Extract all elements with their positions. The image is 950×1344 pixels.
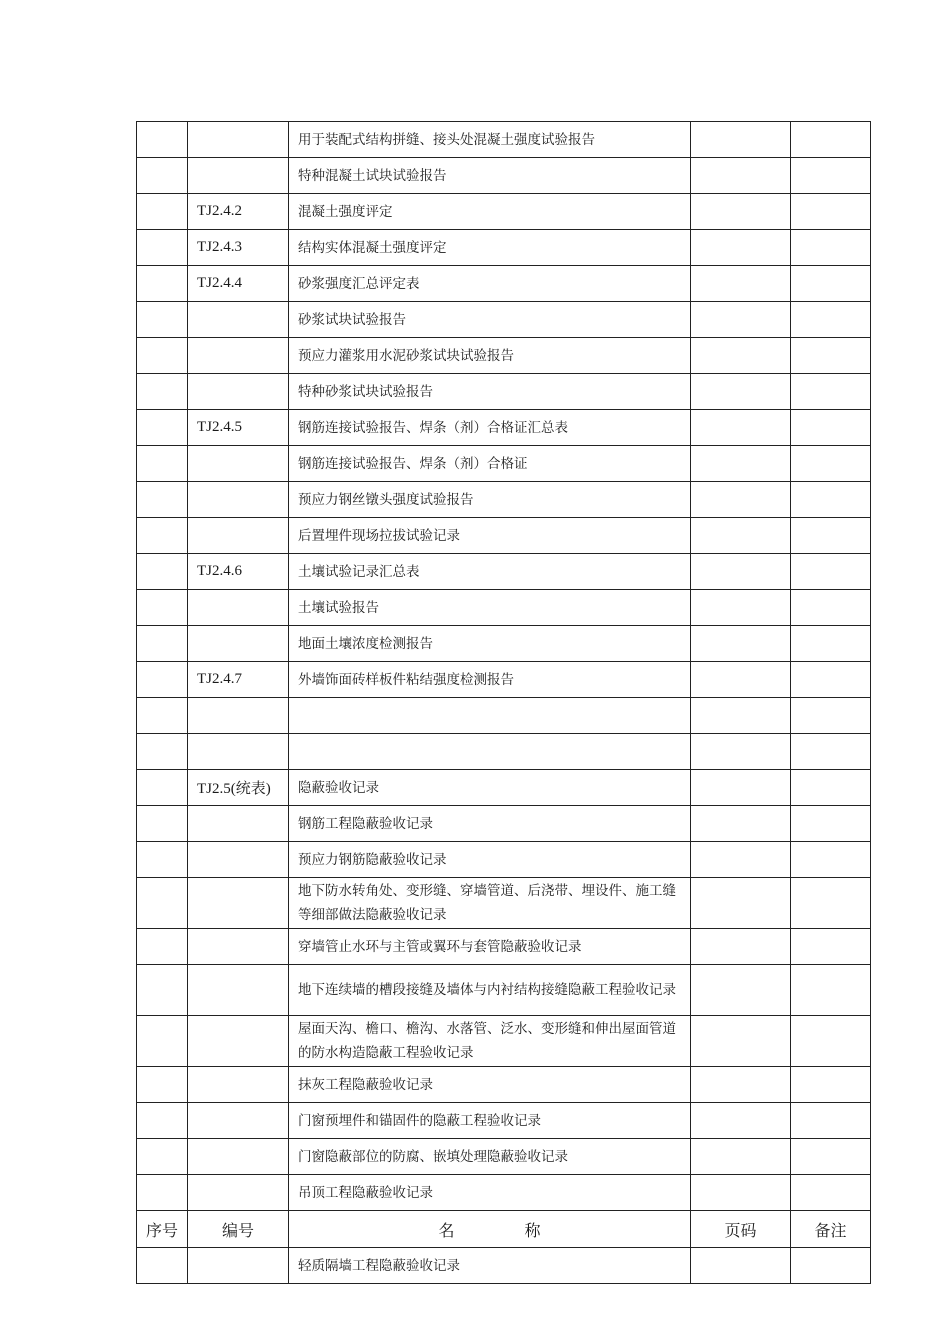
- cell-code: [188, 1067, 289, 1103]
- cell-name: 土壤试验报告: [289, 590, 691, 626]
- cell-name: 轻质隔墙工程隐蔽验收记录: [289, 1248, 691, 1284]
- cell-no: [137, 194, 188, 230]
- cell-name: 混凝土强度评定: [289, 194, 691, 230]
- cell-page: [691, 302, 791, 338]
- cell-code: TJ2.4.3: [188, 230, 289, 266]
- cell-code: TJ2.4.6: [188, 554, 289, 590]
- cell-code: [188, 158, 289, 194]
- header-name-a: 名: [438, 1220, 455, 1240]
- cell-name: 特种砂浆试块试验报告: [289, 374, 691, 410]
- cell-note: [791, 1103, 871, 1139]
- cell-name: 预应力钢筋隐蔽验收记录: [289, 842, 691, 878]
- cell-note: [791, 878, 871, 929]
- cell-page: [691, 266, 791, 302]
- table-row: [137, 662, 871, 698]
- cell-note: [791, 158, 871, 194]
- table-header-row: [137, 1211, 871, 1248]
- table-row: [137, 590, 871, 626]
- cell-name: 门窗隐蔽部位的防腐、嵌填处理隐蔽验收记录: [289, 1139, 691, 1175]
- cell-note: [791, 770, 871, 806]
- header-name: [289, 1211, 691, 1248]
- cell-no: [137, 374, 188, 410]
- cell-page: [691, 554, 791, 590]
- table-row: [137, 266, 871, 302]
- cell-code: [188, 338, 289, 374]
- cell-page: [691, 1248, 791, 1284]
- cell-name: 地下防水转角处、变形缝、穿墙管道、后浇带、埋设件、施工缝等细部做法隐蔽验收记录: [289, 878, 691, 929]
- cell-note: [791, 626, 871, 662]
- cell-page: [691, 1067, 791, 1103]
- cell-note: [791, 1016, 871, 1067]
- cell-page: [691, 446, 791, 482]
- cell-code: [188, 734, 289, 770]
- table-row: [137, 194, 871, 230]
- cell-code: [188, 374, 289, 410]
- cell-page: [691, 518, 791, 554]
- cell-name: 砂浆试块试验报告: [289, 302, 691, 338]
- cell-page: [691, 626, 791, 662]
- table-row: [137, 1103, 871, 1139]
- cell-code: [188, 1139, 289, 1175]
- cell-page: [691, 374, 791, 410]
- cell-note: [791, 446, 871, 482]
- cell-name: 屋面天沟、檐口、檐沟、水落管、泛水、变形缝和伸出屋面管道的防水构造隐蔽工程验收记录: [289, 1016, 691, 1067]
- table-row: [137, 554, 871, 590]
- cell-code: [188, 482, 289, 518]
- cell-page: [691, 122, 791, 158]
- cell-no: [137, 929, 188, 965]
- table-row: [137, 806, 871, 842]
- cell-page: [691, 878, 791, 929]
- cell-code: TJ2.4.7: [188, 662, 289, 698]
- table-row: [137, 698, 871, 734]
- header-page: 页码: [691, 1211, 791, 1248]
- cell-name: 抹灰工程隐蔽验收记录: [289, 1067, 691, 1103]
- table-row: [137, 482, 871, 518]
- cell-no: [137, 734, 188, 770]
- header-note: 备注: [791, 1211, 871, 1248]
- cell-name: [289, 698, 691, 734]
- cell-note: [791, 590, 871, 626]
- table-body-tail: [137, 1248, 871, 1284]
- cell-no: [137, 302, 188, 338]
- table-row: [137, 1139, 871, 1175]
- cell-no: [137, 806, 188, 842]
- cell-page: [691, 806, 791, 842]
- cell-no: [137, 878, 188, 929]
- cell-page: [691, 734, 791, 770]
- cell-page: [691, 1139, 791, 1175]
- cell-code: [188, 446, 289, 482]
- cell-code: [188, 518, 289, 554]
- cell-page: [691, 410, 791, 446]
- table-row: [137, 446, 871, 482]
- cell-code: [188, 590, 289, 626]
- cell-note: [791, 230, 871, 266]
- table-row: [137, 1067, 871, 1103]
- cell-note: [791, 965, 871, 1016]
- cell-note: [791, 482, 871, 518]
- cell-name: 隐蔽验收记录: [289, 770, 691, 806]
- table-row: [137, 1248, 871, 1284]
- cell-note: [791, 806, 871, 842]
- cell-no: [137, 590, 188, 626]
- table-row: [137, 410, 871, 446]
- cell-name: 钢筋工程隐蔽验收记录: [289, 806, 691, 842]
- cell-code: [188, 698, 289, 734]
- cell-code: TJ2.4.4: [188, 266, 289, 302]
- table-row: [137, 122, 871, 158]
- header-no: 序号: [137, 1211, 188, 1248]
- cell-no: [137, 1248, 188, 1284]
- cell-note: [791, 122, 871, 158]
- cell-code: [188, 1103, 289, 1139]
- cell-name: 特种混凝土试块试验报告: [289, 158, 691, 194]
- cell-no: [137, 410, 188, 446]
- cell-note: [791, 842, 871, 878]
- cell-note: [791, 698, 871, 734]
- table-row: [137, 929, 871, 965]
- cell-code: TJ2.5(统表): [188, 770, 289, 806]
- cell-note: [791, 1248, 871, 1284]
- cell-note: [791, 554, 871, 590]
- cell-no: [137, 266, 188, 302]
- table-row: [137, 374, 871, 410]
- cell-note: [791, 662, 871, 698]
- cell-no: [137, 1016, 188, 1067]
- cell-no: [137, 698, 188, 734]
- cell-page: [691, 1175, 791, 1211]
- cell-name: 结构实体混凝土强度评定: [289, 230, 691, 266]
- cell-code: [188, 1175, 289, 1211]
- cell-code: [188, 122, 289, 158]
- cell-no: [137, 626, 188, 662]
- cell-page: [691, 770, 791, 806]
- cell-page: [691, 1103, 791, 1139]
- table-row: [137, 770, 871, 806]
- cell-note: [791, 929, 871, 965]
- table-row: [137, 302, 871, 338]
- cell-name: 钢筋连接试验报告、焊条（剂）合格证汇总表: [289, 410, 691, 446]
- table-body: [137, 122, 871, 1211]
- cell-name: 地面土壤浓度检测报告: [289, 626, 691, 662]
- cell-page: [691, 482, 791, 518]
- cell-name: 钢筋连接试验报告、焊条（剂）合格证: [289, 446, 691, 482]
- cell-no: [137, 1103, 188, 1139]
- table-row: [137, 965, 871, 1016]
- table-row: [137, 1016, 871, 1067]
- cell-note: [791, 518, 871, 554]
- cell-no: [137, 230, 188, 266]
- cell-page: [691, 1016, 791, 1067]
- cell-note: [791, 734, 871, 770]
- cell-page: [691, 590, 791, 626]
- cell-name: 土壤试验记录汇总表: [289, 554, 691, 590]
- cell-name: 用于装配式结构拼缝、接头处混凝土强度试验报告: [289, 122, 691, 158]
- cell-name: 砂浆强度汇总评定表: [289, 266, 691, 302]
- cell-page: [691, 929, 791, 965]
- cell-code: [188, 302, 289, 338]
- cell-name: 地下连续墙的槽段接缝及墙体与内衬结构接缝隐蔽工程验收记录: [289, 965, 691, 1016]
- table-row: [137, 734, 871, 770]
- cell-note: [791, 194, 871, 230]
- cell-page: [691, 194, 791, 230]
- cell-name: [289, 734, 691, 770]
- cell-page: [691, 698, 791, 734]
- cell-note: [791, 374, 871, 410]
- cell-code: [188, 929, 289, 965]
- cell-no: [137, 518, 188, 554]
- cell-no: [137, 554, 188, 590]
- cell-no: [137, 965, 188, 1016]
- cell-page: [691, 662, 791, 698]
- cell-name: 外墙饰面砖样板件粘结强度检测报告: [289, 662, 691, 698]
- table-row: [137, 158, 871, 194]
- cell-no: [137, 662, 188, 698]
- table-row: [137, 878, 871, 929]
- cell-name: 后置埋件现场拉拔试验记录: [289, 518, 691, 554]
- table-row: [137, 1175, 871, 1211]
- cell-name: 吊顶工程隐蔽验收记录: [289, 1175, 691, 1211]
- cell-no: [137, 122, 188, 158]
- cell-no: [137, 446, 188, 482]
- cell-no: [137, 842, 188, 878]
- cell-name: 预应力钢丝镦头强度试验报告: [289, 482, 691, 518]
- cell-code: [188, 1248, 289, 1284]
- cell-code: [188, 1016, 289, 1067]
- cell-name: 预应力灌浆用水泥砂浆试块试验报告: [289, 338, 691, 374]
- cell-name: 穿墙管止水环与主管或翼环与套管隐蔽验收记录: [289, 929, 691, 965]
- cell-page: [691, 965, 791, 1016]
- cell-code: [188, 806, 289, 842]
- cell-no: [137, 338, 188, 374]
- cell-note: [791, 1139, 871, 1175]
- cell-no: [137, 1175, 188, 1211]
- table-row: [137, 338, 871, 374]
- cell-no: [137, 770, 188, 806]
- cell-page: [691, 158, 791, 194]
- table-row: [137, 626, 871, 662]
- table-row: [137, 842, 871, 878]
- cell-no: [137, 1139, 188, 1175]
- cell-code: [188, 878, 289, 929]
- cell-code: [188, 965, 289, 1016]
- table-row: [137, 518, 871, 554]
- cell-no: [137, 482, 188, 518]
- cell-code: TJ2.4.2: [188, 194, 289, 230]
- cell-note: [791, 1175, 871, 1211]
- cell-page: [691, 230, 791, 266]
- table-row: [137, 230, 871, 266]
- header-code: 编号: [188, 1211, 289, 1248]
- document-table: [136, 121, 871, 1284]
- cell-note: [791, 266, 871, 302]
- cell-note: [791, 302, 871, 338]
- cell-note: [791, 410, 871, 446]
- cell-code: [188, 842, 289, 878]
- cell-page: [691, 338, 791, 374]
- cell-no: [137, 158, 188, 194]
- cell-code: [188, 626, 289, 662]
- cell-page: [691, 842, 791, 878]
- cell-no: [137, 1067, 188, 1103]
- cell-name: 门窗预埋件和锚固件的隐蔽工程验收记录: [289, 1103, 691, 1139]
- header-name-b: 称: [524, 1220, 541, 1240]
- cell-note: [791, 1067, 871, 1103]
- cell-note: [791, 338, 871, 374]
- cell-code: TJ2.4.5: [188, 410, 289, 446]
